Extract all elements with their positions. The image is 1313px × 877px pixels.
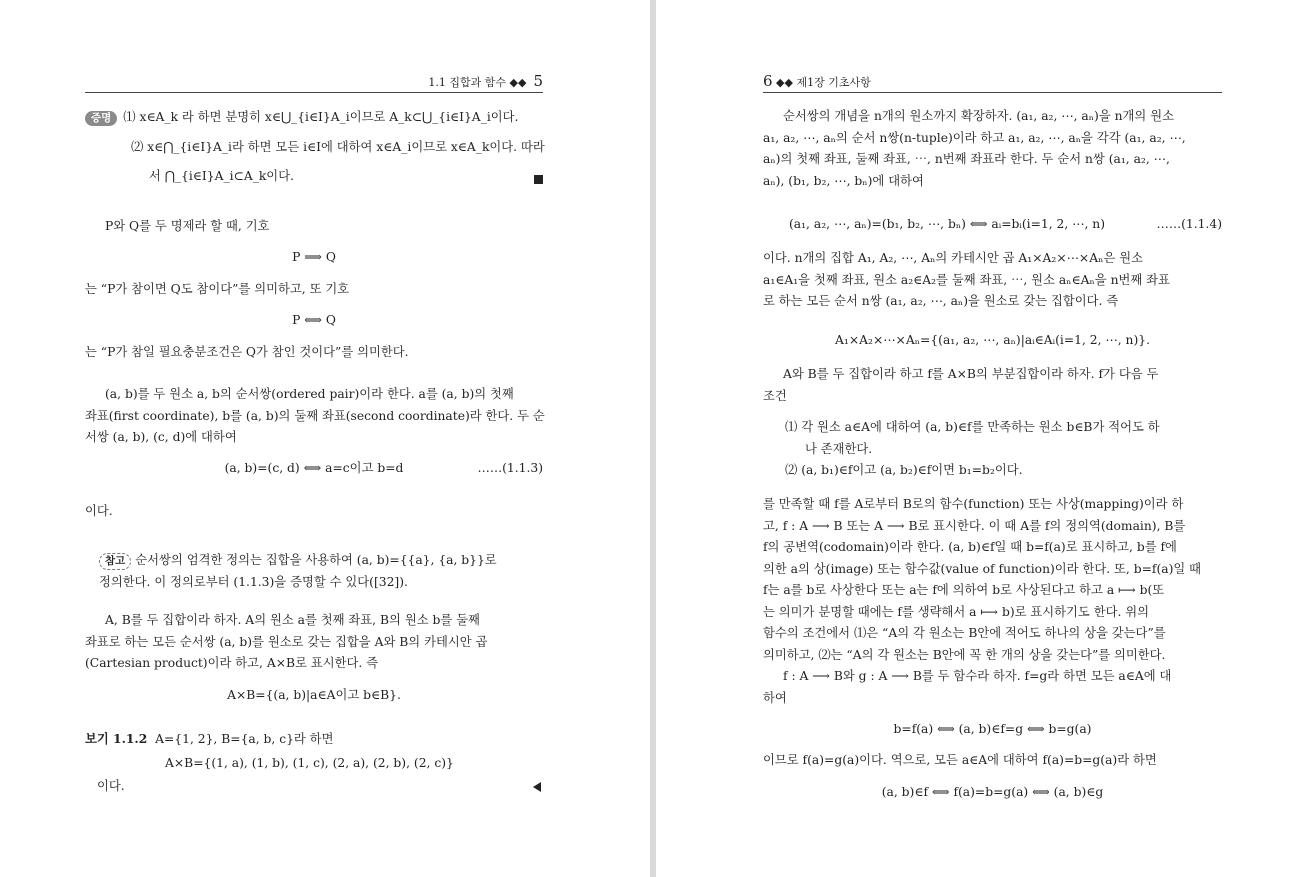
right-page — [763, 0, 1222, 877]
equation: A×B={(1, a), (1, b), (1, c), (2, a), (2, b), (2, c)} — [165, 755, 454, 770]
equation: (a₁, a₂, ⋯, aₙ)=(b₁, b₂, ⋯, bₙ) ⟺ aᵢ=bᵢ(i=1, 2, ⋯, n) — [789, 217, 1106, 231]
text-line: 하여 — [763, 690, 787, 705]
text-line: (Cartesian product)이라 하고, A×B로 표시한다. 즉 — [85, 656, 379, 670]
note-label: 참고 — [99, 553, 131, 570]
text-line: 를 만족할 때 f를 A로부터 B로의 함수(function) 또는 사상(mapping)이라 하 — [763, 497, 1184, 511]
example-block — [85, 728, 543, 798]
text-line: f는 a를 b로 사상한다 또는 a는 f에 의하여 b로 사상된다고 하고 a ⟼ b(또 — [763, 583, 1165, 597]
qed-square-icon — [534, 175, 543, 184]
page-number: 5 — [533, 72, 543, 90]
left-page — [85, 0, 543, 877]
text-line: 고, f : A ⟶ B 또는 A ⟶ B로 표시한다. 이 때 A를 f의 정의역(domain), B를 — [763, 518, 1186, 533]
equation: A×B={(a, b)|a∈A이고 b∈B}. — [227, 688, 401, 702]
text-line: 의미하고, ⑵는 “A의 각 원소는 B안에 꼭 한 개의 상을 갖는다”를 의미한다. — [763, 647, 1166, 662]
page-gutter — [650, 0, 656, 877]
paragraph — [763, 248, 1222, 313]
equation: (a, b)∈f ⟺ f(a)=b=g(a) ⟺ (a, b)∈g — [881, 785, 1104, 799]
page-number: 6 — [763, 72, 773, 90]
paragraph — [763, 666, 1222, 709]
paragraph-function — [763, 494, 1222, 666]
equation-number: ……(1.1.4) — [1156, 217, 1222, 231]
text-line: A와 B를 두 집합이라 하고 f를 A×B의 부분집합이라 하자. f가 다음 두 — [783, 367, 1159, 381]
text-line: f : A ⟶ B와 g : A ⟶ B를 두 함수라 하자. f=g라 하면 모든 a∈A에 대 — [783, 669, 1172, 683]
equation-number: ……(1.1.3) — [477, 461, 543, 475]
text-line: aₙ), (b₁, b₂, ⋯, bₙ)에 대하여 — [763, 173, 924, 188]
paragraph: 이므로 f(a)=g(a)이다. 역으로, 모든 a∈A에 대하여 f(a)=b=g(a)라 하면 — [763, 753, 1157, 767]
equation: P ⟺ Q — [292, 313, 336, 327]
example-end-line — [85, 776, 543, 798]
text-line: a₁∈A₁을 첫째 좌표, 원소 a₂∈A₂를 둘째 좌표, ⋯, 원소 aₙ∈Aₙ을 n번째 좌표 — [763, 272, 1170, 287]
text-line: f의 공변역(codomain)이라 한다. (a, b)∈f일 때 b=f(a)로 표시하고, b를 f에 — [763, 540, 1177, 554]
text-line: 조건 — [763, 388, 787, 403]
note-block — [85, 550, 543, 593]
condition-item: 나 존재한다. — [805, 441, 873, 456]
equation: A₁×A₂×⋯×Aₙ={(a₁, a₂, ⋯, aₙ)|aᵢ∈Aᵢ(i=1, 2, ⋯, n)}. — [835, 333, 1150, 347]
end-of-example-triangle-icon — [533, 782, 541, 792]
condition-item: ⑵ (a, b₁)∈f이고 (a, b₂)∈f이면 b₁=b₂이다. — [785, 463, 1023, 477]
equation-row — [85, 458, 543, 480]
paragraph-cartesian — [85, 610, 543, 675]
example-label: 보기 1.1.2 — [85, 731, 148, 746]
proof-line: ⑴ x∈A_k 라 하면 분명히 x∈⋃_{i∈I}A_i이므로 A_k⊂⋃_{i∈I}A_i이다. — [123, 110, 519, 124]
chapter-title: ◆◆ 제1장 기초사항 — [776, 76, 871, 89]
paragraph — [763, 364, 1222, 407]
text-line: 서쌍 (a, b), (c, d)에 대하여 — [85, 430, 237, 444]
paragraph-n-tuple — [763, 106, 1222, 192]
running-header — [763, 74, 1222, 93]
text-line: 순서쌍의 개념을 n개의 원소까지 확장하자. (a₁, a₂, ⋯, aₙ)을 n개의 원소 — [783, 109, 1174, 123]
proof-label: 증명 — [85, 111, 117, 126]
text-line: a₁, a₂, ⋯, aₙ의 순서 n쌍(n-tuple)이라 하고 a₁, a₂, ⋯, aₙ을 각각 (a₁, a₂, ⋯, — [763, 130, 1186, 145]
text-line: 이다. n개의 집합 A₁, A₂, ⋯, Aₙ의 카테시안 곱 A₁×A₂×⋯×Aₙ은 원소 — [763, 251, 1143, 265]
text-line: 정의한다. 이 정의로부터 (1.1.3)을 증명할 수 있다([32]). — [99, 574, 408, 589]
text-line: aₙ)의 첫째 좌표, 둘째 좌표, ⋯, n번째 좌표라 한다. 두 순서 n쌍 (a₁, a₂, ⋯, — [763, 152, 1170, 166]
text-line: 의한 a의 상(image) 또는 함수값(value of function)이라 한다. 또, b=f(a)일 때 — [763, 561, 1202, 576]
text-line: 함수의 조건에서 ⑴은 “A의 각 원소는 B안에 적어도 하나의 상을 갖는다”를 — [763, 626, 1166, 640]
section-title: 1.1 집합과 함수 ◆◆ — [428, 76, 527, 89]
text-line: 로 하는 모든 순서 n쌍 (a₁, a₂, ⋯, aₙ)을 원소로 갖는 집합이다. 즉 — [763, 294, 1119, 308]
text-line: 좌표로 하는 모든 순서쌍 (a, b)를 원소로 갖는 집합을 A와 B의 카테시안 곱 — [85, 634, 488, 649]
equation: b=f(a) ⟺ (a, b)∈f=g ⟺ b=g(a) — [893, 722, 1092, 736]
condition-list — [763, 417, 1222, 482]
paragraph: 는 “P가 참이면 Q도 참이다”를 의미하고, 또 기호 — [85, 282, 350, 296]
text-line: 좌표(first coordinate), b를 (a, b)의 둘째 좌표(second coordinate)라 한다. 두 순 — [85, 408, 545, 423]
condition-item: ⑴ 각 원소 a∈A에 대하여 (a, b)∈f를 만족하는 원소 b∈B가 적어도 하 — [785, 420, 1160, 434]
paragraph: 는 “P가 참일 필요충분조건은 Q가 참인 것이다”를 의미한다. — [85, 345, 409, 359]
paragraph: P와 Q를 두 명제라 할 때, 기호 — [105, 219, 270, 233]
equation: P ⟹ Q — [292, 250, 336, 264]
paragraph-ordered-pair — [85, 384, 543, 449]
text-line: 는 의미가 분명할 때에는 f를 생략해서 a ⟼ b)로 표시하기도 한다. 위의 — [763, 604, 1150, 619]
proof-line: ⑵ x∈⋂_{i∈I}A_i라 하면 모든 i∈I에 대하여 x∈A_i이므로 x∈A_k이다. 따라 — [131, 139, 545, 154]
running-header — [85, 74, 543, 93]
proof-line: 서 ⋂_{i∈I}A_i⊂A_k이다. — [149, 169, 294, 183]
paragraph: 이다. — [85, 504, 113, 518]
proof-block — [85, 107, 543, 188]
equation-row — [763, 214, 1222, 236]
equation: (a, b)=(c, d) ⟺ a=c이고 b=d — [224, 461, 404, 475]
text-line: (a, b)를 두 원소 a, b의 순서쌍(ordered pair)이라 한다. a를 (a, b)의 첫째 — [105, 387, 514, 401]
example-text: A={1, 2}, B={a, b, c}라 하면 — [155, 732, 334, 746]
text-line: 이다. — [97, 779, 125, 793]
text-line: A, B를 두 집합이라 하자. A의 원소 a를 첫째 좌표, B의 원소 b를 둘째 — [105, 613, 480, 627]
text-line: 순서쌍의 엄격한 정의는 집합을 사용하여 (a, b)={{a}, {a, b}}로 — [135, 553, 497, 567]
